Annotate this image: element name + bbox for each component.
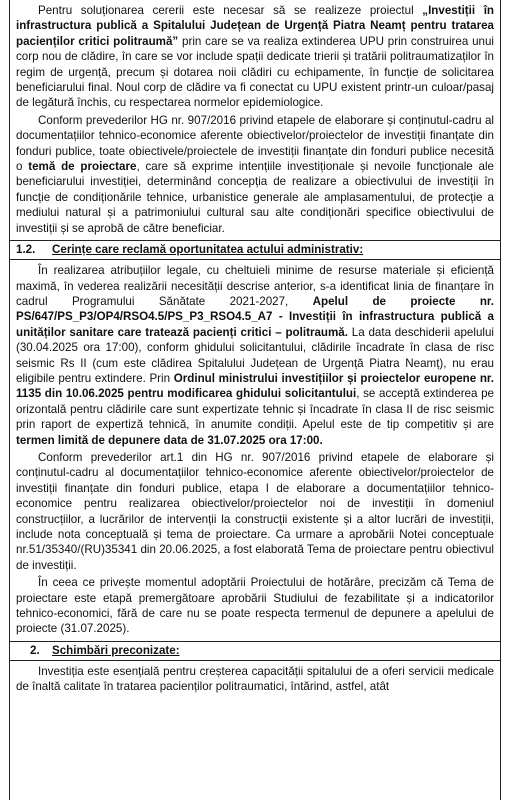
section-title: Schimbări preconizate: — [52, 643, 180, 657]
paragraph — [16, 450, 494, 573]
paragraph — [16, 575, 494, 637]
section-1-body — [10, 0, 500, 240]
paragraph — [16, 113, 494, 236]
bold-text-run: Ordinul ministrului investițiilor și proiectelor europene nr. 1135 din 10.06.2025 pentru modificarea ghidului solicitantului — [16, 371, 495, 401]
document-page — [9, 0, 501, 800]
bold-text-run: „Investiții în infrastructura publică a Spitalului Județean de Urgență Piatra Neamț pentru tratarea pacienților critici politraumă” — [16, 4, 495, 48]
bold-text-run: termen limită de depunere data de 31.07.2025 ora 17:00. — [16, 433, 323, 447]
text-run: Conform prevederilor art.1 din HG nr. 907/2016 privind etapele de elaborare și conținutul-cadru al documentațiilor tehnico-economice aferente obiectivelor/proiectelor de investiții finanțate din fonduri publice, etapa I de elaborare a documentațiilor tehnico-economice pentru realizarea obiectivelor/proiectelor noi de investiții în domeniul construcțiilor, a lucrărilor de intervenții la construcții existente și a altor lucrări de investiții, include nota conceptuală și tema de proiectare. Ca urmare a aprobării Notei conceptuale nr.51/35340/(RU)35341 din 20.06.2025, a fost elaborată Tema de proiectare pentru obiectivul de investiții. — [16, 450, 494, 572]
text-run: În realizarea atribuțiilor legale, cu cheltuieli minime de resurse materiale și eficiență maximă, în vederea realizării necesității descrise anterior, s-a identificat linia de finanțare în cadrul Programului Sănătate 2021-2027, — [16, 264, 494, 308]
paragraph — [16, 3, 494, 111]
text-run: , se acceptă extinderea pe orizontală pentru clădirile care sunt expertizate tehnic și încadrate în clasa II de risc seismic prin raport de expertiză tehnică, în anumite condiții. Apelul este de tip competitiv și are — [16, 387, 495, 432]
section-number: 2. — [30, 643, 40, 657]
section-2-header — [10, 641, 500, 661]
section-number: 1.2. — [16, 243, 36, 257]
section-title: Cerințe care reclamă oportunitatea actului administrativ: — [52, 243, 364, 257]
paragraph — [16, 263, 494, 448]
section-1-2-body — [10, 260, 500, 641]
section-2-body — [10, 661, 500, 699]
text-run: În ceea ce privește momentul adoptării Proiectului de hotărâre, precizăm că Tema de proiectare este etapă premergătoare aprobării Studiului de fezabilitate și a indicatorilor tehnico-economici, fără de care nu se poate respecta termenul de depunere a apelului de proiecte (31.07.2025). — [16, 576, 494, 636]
text-run: Conform prevederilor HG nr. 907/2016 privind etapele de elaborare și conținutul-cadru al documentațiilor tehnico-economice aferente obiectivelor/proiectelor de investiții finanțate din fonduri publice, toate obiectivele/proiectele de investiții finanțate din fonduri publice necesită o — [16, 113, 494, 174]
text-run: Investiția este esențială pentru creșterea capacității spitalului de a oferi servicii medicale de înaltă calitate în tratarea pacienților politraumatici, întărind, astfel, atât — [16, 664, 494, 694]
bold-text-run: temă de proiectare — [28, 160, 137, 174]
text-run: La data deschiderii apelului (30.04.2025 ora 17:00), conform ghidului solicitantului, clădirile încadrate în clasa de risc seismic Rs II (cum este clădirea Spitalului Județean de Urgență Piatra Neamț), nu erau eligibile pentru extindere. Prin — [16, 325, 494, 385]
text-run: , care să exprime intențiile investiționale și nevoile funcționale ale beneficiarului investiției, determinând concepția de realizare a obiectivului de investiții în funcție de condiționările tehnice, urbanistice generale ale amplasamentului, de protecție a mediului natural și a patrimoniului cultural sau alte condiționări specifice obiectivului de investiții și se aprobă de către beneficiar. — [16, 160, 494, 235]
text-run: Pentru soluționarea cererii este necesar să se realizeze proiectul — [38, 4, 423, 17]
text-run: prin care se va realiza extinderea UPU prin construirea unui corp nou de clădire, în care se vor include spații dedicate trierii și tratării politraumatizaților în regim de urgență, precum și dotarea noii clădiri cu echipamente, în funcție de solicitarea beneficiarului final. Noul corp de clădire va fi conectat cu UPU existent printr-un culoar/pasaj de legătură închis, cu respectarea normelor epidemiologice. — [16, 34, 495, 110]
paragraph — [16, 664, 494, 695]
bold-text-run: Apelul de proiecte nr. PS/647/PS_P3/OP4/RSO4.5/PS_P3_RSO4.5_A7 - Investiții în infrastructura publică a unităților sanitare care tratează pacienți critici – politraumă. — [16, 294, 495, 339]
section-1-2-header — [10, 240, 500, 260]
